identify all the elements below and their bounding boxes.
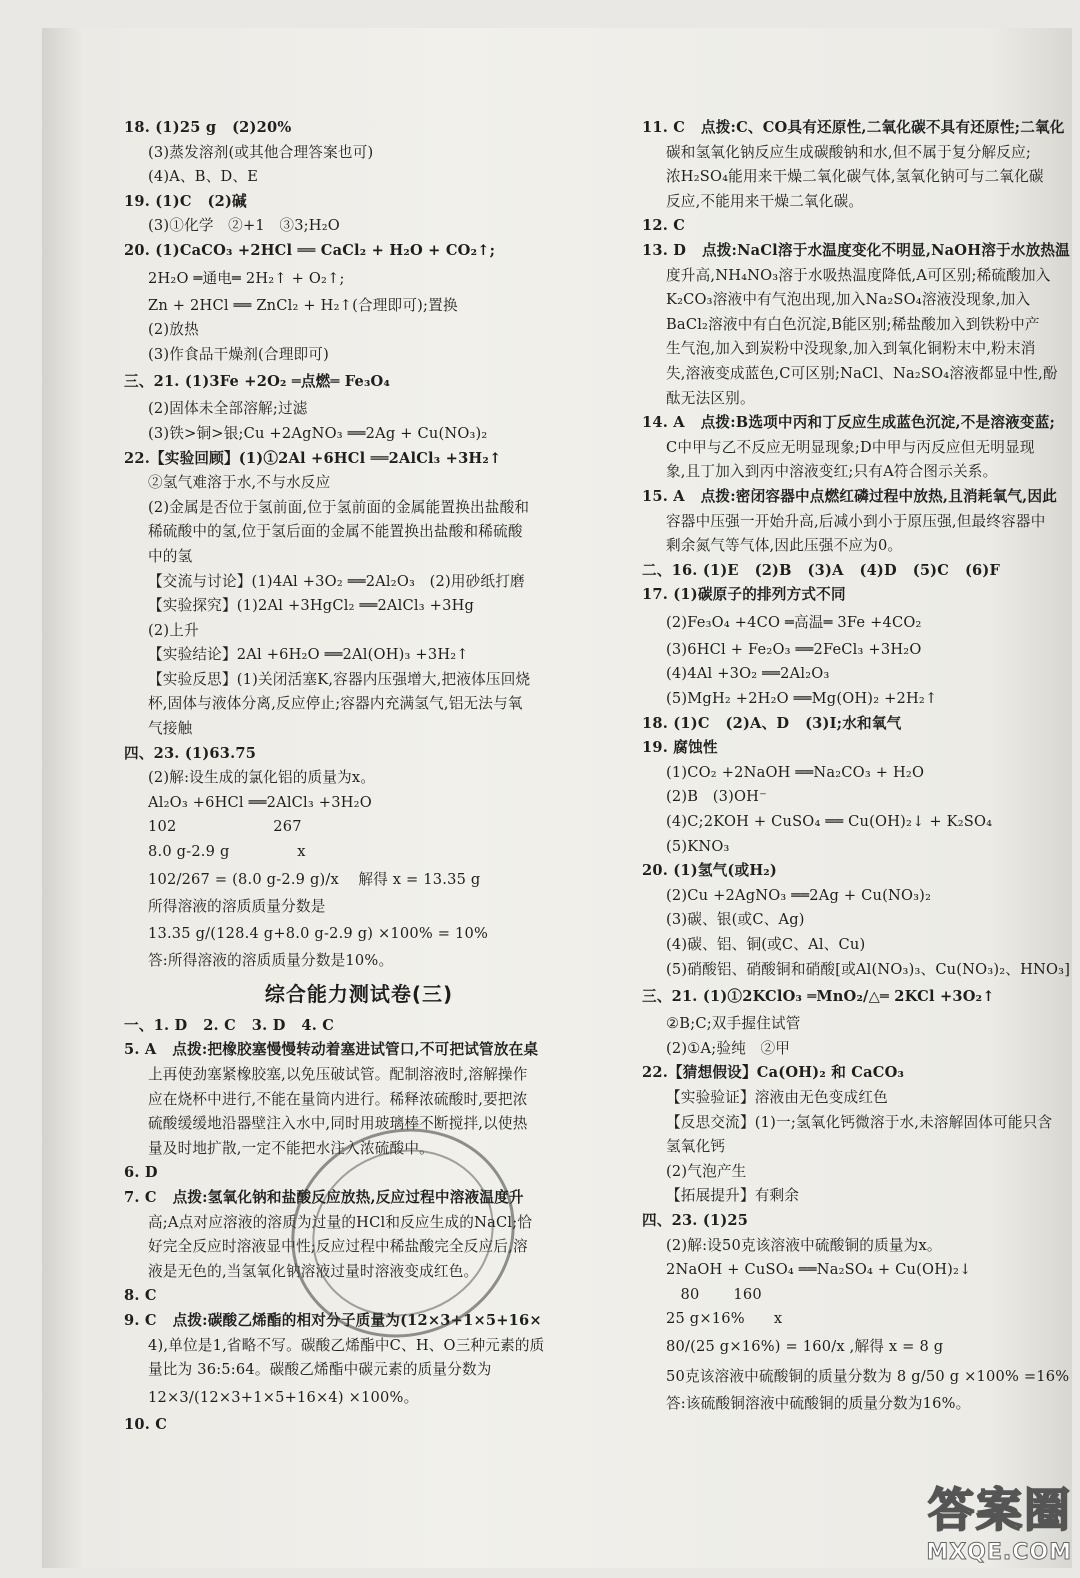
answer-line: 80 160 — [666, 1285, 762, 1303]
answer-line: 浓H₂SO₄能用来干燥二氧化碳气体,氢氧化钠可与二氧化碳 — [666, 168, 1044, 186]
answer-line: 17. (1)碳原子的排列方式不同 — [642, 586, 846, 604]
answer-line: 中的氢 — [148, 547, 193, 565]
answer-line: 11. C 点拨:C、CO具有还原性,二氧化碳不具有还原性;二氧化 — [642, 119, 1065, 136]
answer-line: (2)放热 — [148, 321, 199, 339]
answer-line: 容器中压强一开始升高,后减小到小于原压强,但最终容器中 — [666, 512, 1046, 530]
answer-line: 8.0 g-2.9 g x — [148, 843, 306, 861]
answer-line: 7. C 点拨:氢氧化钠和盐酸反应放热,反应过程中溶液温度升 — [124, 1188, 524, 1206]
answer-line: 【实验结论】2Al +6H₂O ══2Al(OH)₃ +3H₂↑ — [148, 646, 469, 664]
answer-line: 剩余氮气等气体,因此压强不应为0。 — [666, 537, 903, 555]
answer-line: 答:该硫酸铜溶液中硫酸铜的质量分数为16%。 — [666, 1394, 971, 1412]
answer-line: 象,且丁加入到丙中溶液变红;只有A符合图示关系。 — [666, 463, 998, 481]
answer-line: (3)6HCl + Fe₂O₃ ══2FeCl₃ +3H₂O — [666, 640, 922, 658]
answer-line: 22.【实验回顾】(1)①2Al +6HCl ══2AlCl₃ +3H₂↑ — [124, 449, 502, 467]
answer-line: 稀硫酸中的氢,位于氢后面的金属不能置换出盐酸和稀硫酸 — [148, 523, 523, 541]
answer-line: BaCl₂溶液中有白色沉淀,B能区别;稀盐酸加入到铁粉中产 — [666, 315, 1040, 333]
answer-line: (2)Cu +2AgNO₃ ══2Ag + Cu(NO₃)₂ — [666, 886, 932, 904]
answer-line: ②氢气难溶于水,不与水反应 — [148, 474, 331, 492]
answer-line: 量比为 36:5:64。碳酸乙烯酯中碳元素的质量分数为 — [148, 1361, 492, 1379]
answer-line: 【拓展提升】有剩余 — [666, 1187, 800, 1205]
answer-line: 14. A 点拨:B选项中丙和丁反应生成蓝色沉淀,不是溶液变蓝; — [642, 414, 1056, 432]
answer-line: 10. C — [124, 1415, 168, 1433]
answer-line: 102/267 = (8.0 g-2.9 g)/x 解得 x = 13.35 g — [148, 870, 481, 888]
answer-line: 失,溶液变成蓝色,C可区别;NaCl、Na₂SO₄溶液都显中性,酚 — [666, 364, 1058, 382]
answer-line: 12. C — [642, 217, 686, 235]
answer-line: 气接触 — [148, 720, 193, 738]
answer-line: (1)CO₂ +2NaOH ══Na₂CO₃ + H₂O — [666, 763, 925, 781]
answer-line: (2)Fe₃O₄ +4CO ═高温═ 3Fe +4CO₂ — [666, 613, 922, 631]
answer-line: 氢氧化钙 — [666, 1138, 726, 1156]
answer-line: (3)碳、银(或C、Ag) — [666, 911, 805, 929]
answer-line: (2)解:设50克该溶液中硫酸铜的质量为x。 — [666, 1236, 942, 1254]
answer-line: 度升高,NH₄NO₃溶于水吸热温度降低,A可区别;稀硫酸加入 — [666, 266, 1051, 284]
answer-line: 【实验验证】溶液由无色变成红色 — [666, 1088, 888, 1106]
answer-line: 2NaOH + CuSO₄ ══Na₂SO₄ + Cu(OH)₂↓ — [666, 1261, 972, 1279]
answer-line: 13. D 点拨:NaCl溶于水温度变化不明显,NaOH溶于水放热温 — [642, 241, 1070, 259]
answer-line: (2)气泡产生 — [666, 1162, 747, 1180]
answer-line: 液是无色的,当氢氧化钠溶液过量时溶液变成红色。 — [148, 1262, 479, 1280]
answer-line: 三、21. (1)①2KClO₃ ═MnO₂/△═ 2KCl +3O₂↑ — [642, 988, 995, 1006]
answer-line: 四、23. (1)63.75 — [124, 744, 257, 762]
answer-line: 答:所得溶液的溶质质量分数是10%。 — [148, 952, 394, 970]
answer-line: 8. C — [124, 1287, 157, 1305]
answer-line: 一、1. D 2. C 3. D 4. C — [124, 1016, 335, 1034]
answer-line: (4)A、B、D、E — [148, 168, 259, 186]
answer-line: 15. A 点拨:密闭容器中点燃红磷过程中放热,且消耗氧气,因此 — [642, 487, 1058, 505]
answer-line: (2)B (3)OH⁻ — [666, 788, 767, 806]
answer-line: 碳和氢氧化钠反应生成碳酸钠和水,但不属于复分解反应; — [666, 143, 1032, 161]
answer-line: (5)MgH₂ +2H₂O ══Mg(OH)₂ +2H₂↑ — [666, 690, 938, 708]
answer-line: 应在烧杯中进行,不能在量筒内进行。稀释浓硫酸时,要把浓 — [148, 1090, 528, 1108]
answer-line: ②B;C;双手握住试管 — [666, 1015, 801, 1033]
answer-line: 三、21. (1)3Fe +2O₂ ═点燃═ Fe₃O₄ — [124, 373, 391, 391]
answer-line: 20. (1)CaCO₃ +2HCl ══ CaCl₂ + H₂O + CO₂↑; — [124, 241, 496, 259]
answer-line: 量及时地扩散,一定不能把水注入浓硫酸中。 — [148, 1139, 434, 1157]
answer-line: 19. 腐蚀性 — [642, 739, 718, 757]
answer-line: 反应,不能用来干燥二氧化碳。 — [666, 192, 864, 210]
watermark-url: MXQE.COM — [926, 1540, 1072, 1565]
answer-line: 二、16. (1)E (2)B (3)A (4)D (5)C (6)F — [642, 561, 1001, 579]
answer-line: (3)①化学 ②+1 ③3;H₂O — [148, 217, 340, 235]
answer-line: 12×3/(12×3+1×5+16×4) ×100%。 — [148, 1388, 419, 1406]
answer-line: (2)固体未全部溶解;过滤 — [148, 400, 308, 418]
answer-line: 【实验反思】(1)关闭活塞K,容器内压强增大,把液体压回烧 — [148, 670, 531, 688]
answer-line: (3)蒸发溶剂(或其他合理答案也可) — [148, 143, 374, 161]
answer-line: (4)4Al +3O₂ ══2Al₂O₃ — [666, 665, 830, 683]
answer-line: 6. D — [124, 1164, 158, 1182]
answer-line: 9. C 点拨:碳酸乙烯酯的相对分子质量为(12×3+1×5+16× — [124, 1311, 542, 1329]
answer-line: 【实验探究】(1)2Al +3HgCl₂ ══2AlCl₃ +3Hg — [148, 597, 475, 615]
answer-line: 硫酸缓缓地沿器壁注入水中,同时用玻璃棒不断搅拌,以使热 — [148, 1115, 528, 1133]
answer-page — [42, 28, 1072, 1568]
answer-line: 80/(25 g×16%) = 160/x ,解得 x = 8 g — [666, 1337, 944, 1355]
answer-line: 13.35 g/(128.4 g+8.0 g-2.9 g) ×100% = 10% — [148, 925, 489, 943]
answer-line: 20. (1)氢气(或H₂) — [642, 862, 778, 880]
answer-line: (2)金属是否位于氢前面,位于氢前面的金属能置换出盐酸和 — [148, 498, 530, 516]
answer-line: 四、23. (1)25 — [642, 1211, 749, 1229]
answer-line: 生气泡,加入到炭粉中没现象,加入到氧化铜粉末中,粉末消 — [666, 340, 1036, 358]
answer-line: 50克该溶液中硫酸铜的质量分数为 8 g/50 g ×100% =16% — [666, 1367, 1070, 1385]
answer-line: (4)C;2KOH + CuSO₄ ══ Cu(OH)₂↓ + K₂SO₄ — [666, 813, 993, 831]
answer-line: 酞无法区别。 — [666, 389, 755, 407]
answer-line: 【反思交流】(1)一;氢氧化钙微溶于水,未溶解固体可能只含 — [666, 1113, 1053, 1131]
section-title: 综合能力测试卷(三) — [264, 981, 454, 1006]
answer-line: 【交流与讨论】(1)4Al +3O₂ ══2Al₂O₃ (2)用砂纸打磨 — [148, 572, 525, 590]
site-watermark — [892, 1474, 1072, 1570]
answer-line: 18. (1)25 g (2)20% — [124, 119, 292, 136]
answer-line: 好完全反应时溶液显中性;反应过程中稀盐酸完全反应后,溶 — [148, 1238, 528, 1256]
answer-line: (5)KNO₃ — [666, 837, 730, 855]
answer-line: C中甲与乙不反应无明显现象;D中甲与丙反应但无明显现 — [666, 438, 1035, 456]
answer-line: 102 267 — [148, 818, 302, 836]
answer-line: (3)作食品干燥剂(合理即可) — [148, 345, 329, 363]
answer-line: 4),单位是1,省略不写。碳酸乙烯酯中C、H、O三种元素的质 — [148, 1336, 545, 1354]
right-column — [642, 116, 1080, 1417]
watermark-logo-text: 答案圈 — [928, 1483, 1072, 1537]
answer-line: 上再使劲塞紧橡胶塞,以免压破试管。配制溶液时,溶解操作 — [148, 1066, 528, 1083]
answer-line: (3)铁>铜>银;Cu +2AgNO₃ ══2Ag + Cu(NO₃)₂ — [148, 424, 488, 442]
answer-line: Al₂O₃ +6HCl ══2AlCl₃ +3H₂O — [148, 793, 372, 811]
answer-line: K₂CO₃溶液中有气泡出现,加入Na₂SO₄溶液没现象,加入 — [666, 291, 1031, 309]
answer-line: Zn + 2HCl ══ ZnCl₂ + H₂↑(合理即可);置换 — [148, 296, 458, 314]
answer-line: (2)解:设生成的氯化铝的质量为x。 — [148, 769, 376, 787]
answer-line: 2H₂O ═通电═ 2H₂↑ + O₂↑; — [148, 269, 345, 287]
answer-line: 19. (1)C (2)碱 — [124, 192, 247, 210]
answer-line: 所得溶液的溶质质量分数是 — [148, 897, 326, 915]
answer-line: 杯,固体与液体分离,反应停止;容器内充满氢气,铝无法与氧 — [148, 695, 523, 713]
answer-line: 5. A 点拨:把橡胶塞慢慢转动着塞进试管口,不可把试管放在桌 — [124, 1041, 539, 1059]
answer-line: 25 g×16% x — [666, 1310, 783, 1328]
answer-line: 高;A点对应溶液的溶质为过量的HCl和反应生成的NaCl;恰 — [148, 1213, 533, 1231]
answer-line: 18. (1)C (2)A、D (3)Ⅰ;水和氧气 — [642, 714, 902, 732]
answer-line: (5)硝酸铝、硝酸铜和硝酸[或Al(NO₃)₃、Cu(NO₃)₂、HNO₃] — [666, 960, 1071, 978]
answer-line: (2)①A;验纯 ②甲 — [666, 1039, 791, 1057]
answer-line: (2)上升 — [148, 621, 199, 639]
answer-line: 22.【猜想假设】Ca(OH)₂ 和 CaCO₃ — [642, 1064, 905, 1082]
answer-line: (4)碳、铝、铜(或C、Al、Cu) — [666, 936, 866, 953]
